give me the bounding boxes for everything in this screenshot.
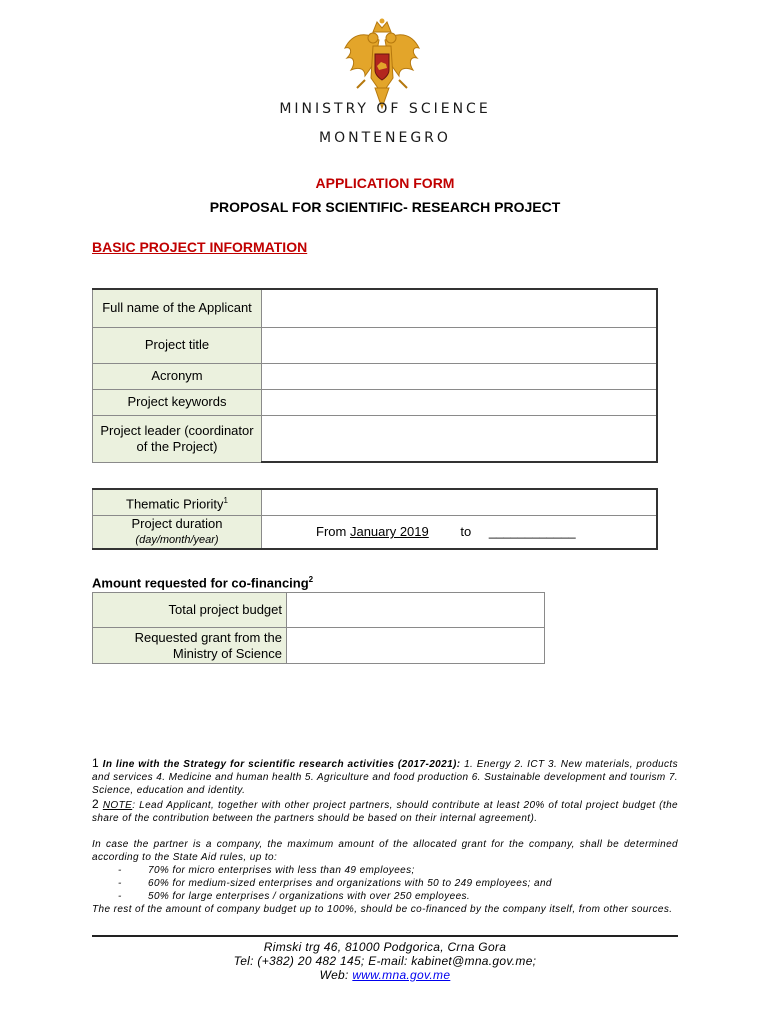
list-item: - 60% for medium-sized enterprises and organizations with 50 to 249 employees; and [92,877,678,890]
duration-format-hint: (day/month/year) [135,533,219,546]
footnote-ref-2: 2 [308,575,314,584]
project-title-field[interactable] [262,327,658,363]
company-rules [92,838,678,916]
footnote-ref-1: 1 [223,495,228,505]
basic-info-table [92,288,658,463]
table-row [93,415,658,462]
total-budget-field[interactable] [287,593,545,628]
applicant-label: Full name of the Applicant [93,289,262,327]
footer-contact: Tel: (+382) 20 482 145; E-mail: kabinet@mna.gov.me; [233,954,537,968]
project-leader-field[interactable] [262,415,658,462]
table-row [93,593,545,628]
section-heading: BASIC PROJECT INFORMATION [92,239,308,255]
duration-field[interactable] [262,515,658,549]
table-row [93,628,545,664]
to-date[interactable]: ____________ [488,524,576,539]
thematic-priority-field[interactable] [262,489,658,515]
acronym-field[interactable] [262,363,658,389]
requested-grant-field[interactable] [287,628,545,664]
keywords-label: Project keywords [93,389,262,415]
to-label: to [460,524,472,539]
keywords-field[interactable] [262,389,658,415]
footer-divider [92,935,678,937]
ministry-name: MINISTRY OF SCIENCE [279,101,491,117]
footnote-2: 2 NOTE: Lead Applicant, together with other project partners, should contribute at least 20% of total project budget (the share of the contribution between the partners should be based on their internal agreement). [92,797,678,824]
total-budget-label: Total project budget [93,593,287,628]
montenegro-coat-of-arms-icon [343,18,421,110]
table-row [93,515,658,549]
amount-heading: Amount requested for co-financing$^2$ [92,575,314,591]
table-row [93,389,658,415]
applicant-field[interactable] [262,289,658,327]
company-rest: The rest of the amount of company budget up to 100%, should be co-financed by the company itself, from other sources. [92,904,673,915]
footer-address: Rimski trg 46, 81000 Podgorica, Crna Gora [263,940,507,954]
footnote-1: 1 In line with the Strategy for scientific research activities (2017-2021): 1. Energy 2. ICT 3. New materials, products and services 4. Medicine and human health 5. Agriculture and food production 6. Sustainable development and tourism 7. Science, education and identity. [92,756,678,796]
state-aid-list [92,864,678,903]
amount-table [92,592,545,664]
table-row [93,489,658,515]
website-link[interactable]: www.mna.gov.me [352,968,451,982]
project-leader-label: Project leader (coordinator of the Project) [93,415,262,462]
table-row [93,363,658,389]
table-row [93,327,658,363]
priority-table [92,488,658,550]
footer-web: Web: www.mna.gov.me [319,968,451,982]
list-item: - 50% for large enterprises / organizations with over 250 employees. [92,890,678,903]
company-intro: In case the partner is a company, the maximum amount of the allocated grant for the company, shall be determined according to the State Aid rules, up to: [92,839,678,863]
form-subtitle: PROPOSAL FOR SCIENTIFIC- RESEARCH PROJECT [209,199,561,215]
project-duration-label: Project duration [131,515,223,531]
acronym-label: Acronym [93,363,262,389]
thematic-priority-label: Thematic Priority$^1$ [93,489,262,515]
project-title-label: Project title [93,327,262,363]
from-date[interactable]: January 2019 [349,524,429,539]
list-item: - 70% for micro enterprises with less than 49 employees; [92,864,678,877]
requested-grant-label: Requested grant from the Ministry of Science [93,628,287,664]
form-title: APPLICATION FORM [315,175,455,191]
from-label: From [316,524,347,539]
ministry-country: MONTENEGRO [319,130,451,146]
table-row [93,289,658,327]
duration-label-cell [93,515,262,549]
